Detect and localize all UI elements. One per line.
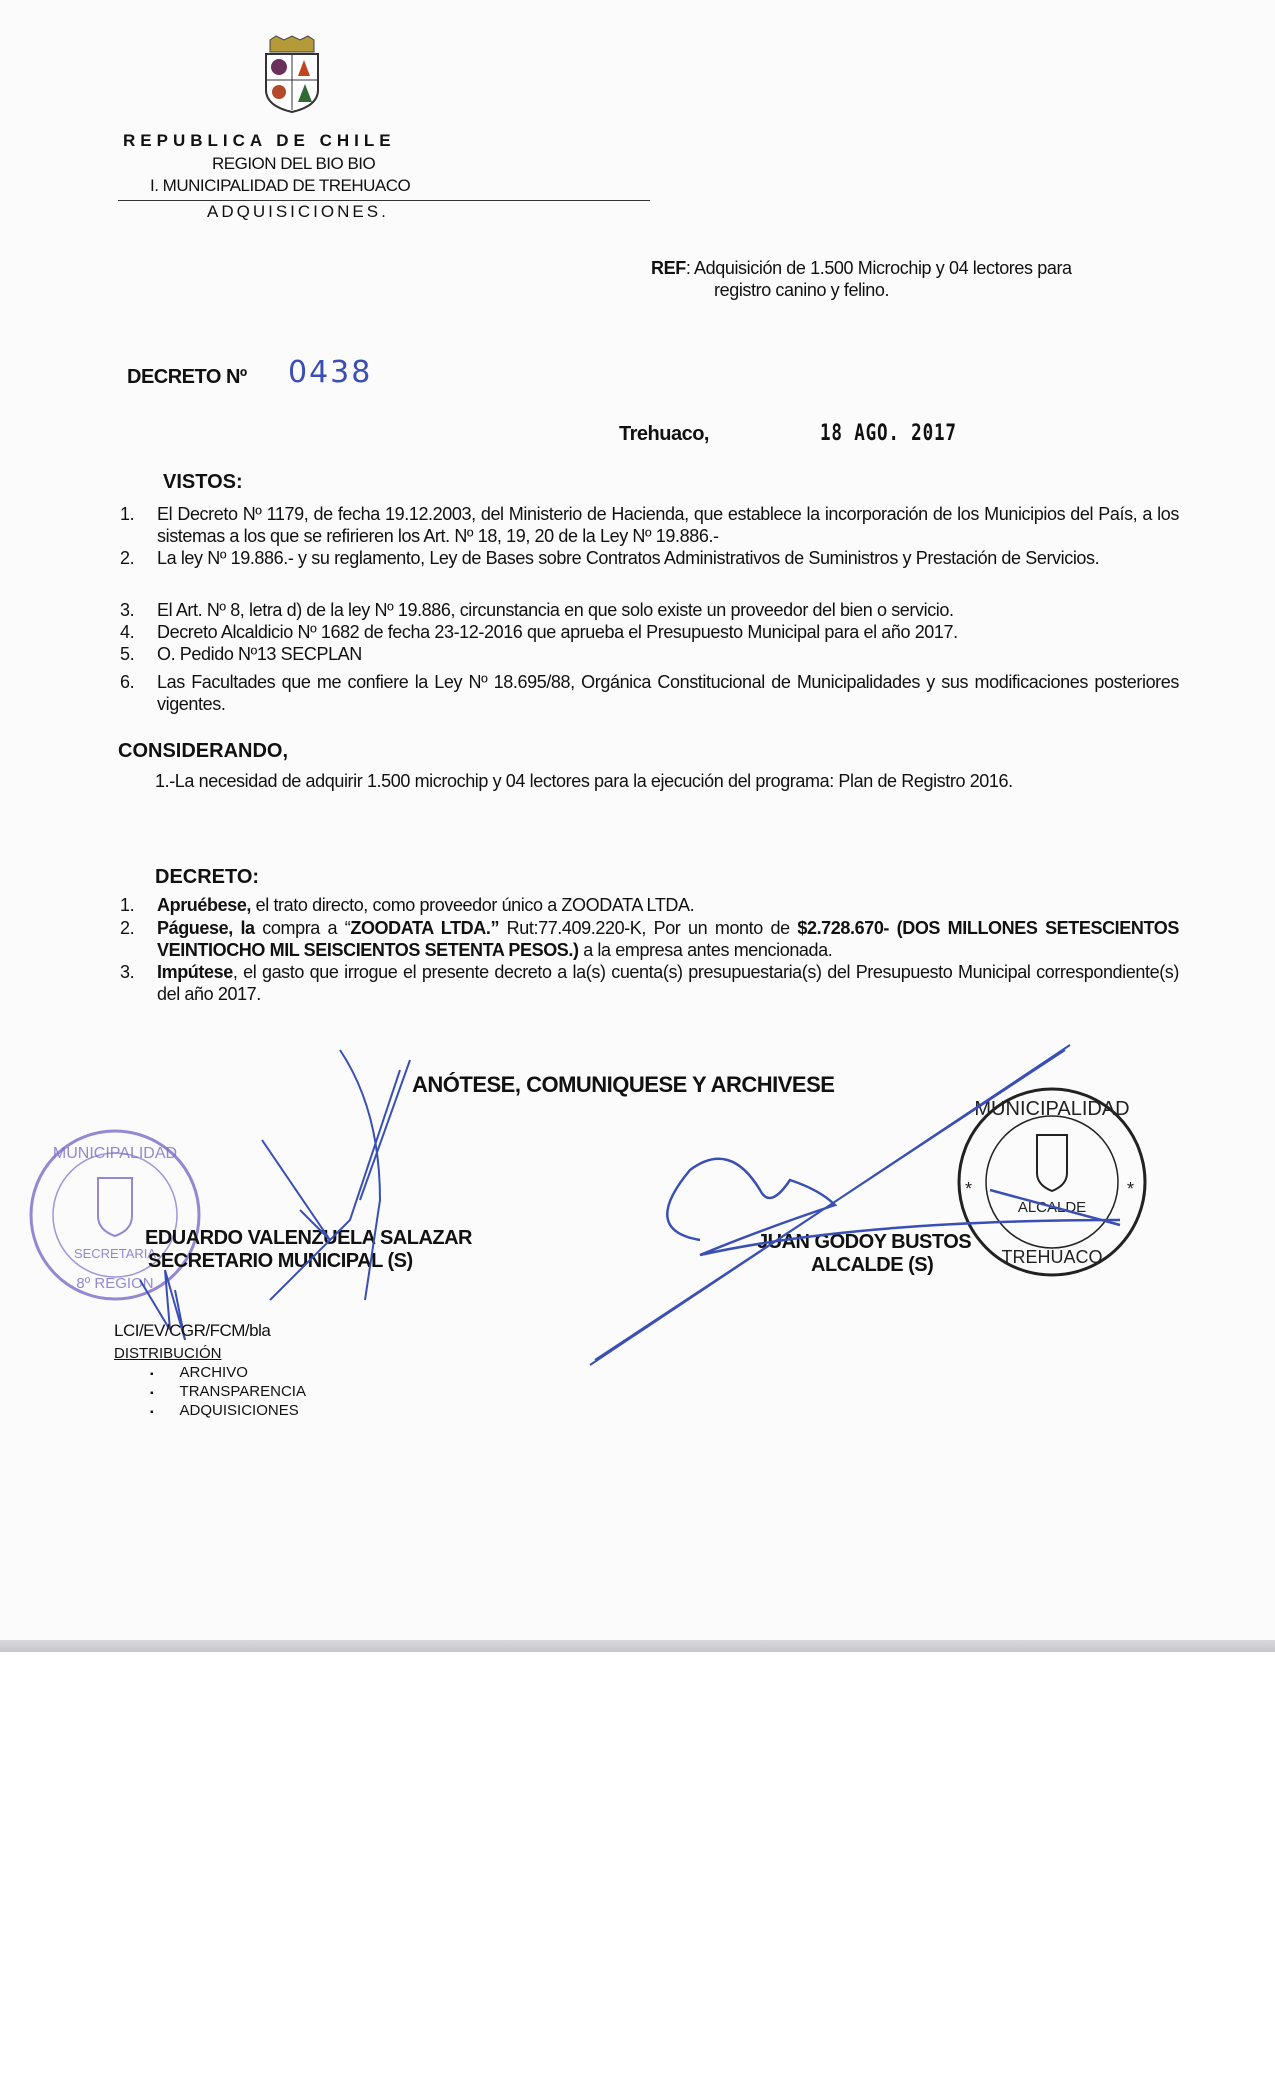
ref-label: REF: [651, 258, 686, 278]
right-signatory-name: JUAN GODOY BUSTOS: [757, 1231, 972, 1253]
svg-text:MUNICIPALIDAD: MUNICIPALIDAD: [52, 1145, 178, 1162]
decreto-item-1-verb: Apruébese,: [157, 895, 252, 915]
distribution-item: [150, 1383, 306, 1400]
header-department: ADQUISICIONES.: [207, 202, 389, 221]
decreto-item-3-verb: Impútese: [157, 962, 233, 982]
vistos-item: O. Pedido Nº13 SECPLAN: [157, 644, 362, 664]
svg-text:*: *: [965, 1179, 973, 1199]
decreto-item-3-text: , el gasto que irrogue el presente decreto a la(s) cuenta(s) presupuestaria(s) del Presupuesto Municipal correspondiente(s) del año 2017.: [157, 962, 1179, 1004]
right-signatory-title: ALCALDE (S): [811, 1254, 934, 1276]
decreto-item-2-text: a la empresa antes mencionada.: [578, 940, 833, 960]
decreto-item-2-amount: $2.728.670- (DOS MILLONES SETESCIENTOS VEINTIOCHO MIL SEISCIENTOS SETENTA PESOS.): [157, 918, 1179, 960]
scan-edge: [0, 1640, 1275, 1652]
decree-place: Trehuaco,: [619, 423, 709, 445]
decreto-item-number: 1.: [120, 895, 135, 915]
bullet-icon: ▪: [150, 1369, 154, 1380]
vistos-item: El Decreto Nº 1179, de fecha 19.12.2003, del Ministerio de Hacienda, que establece la incorporación de los Municipios del País, a los sistemas a los que se refirieren los Art. Nº 18, 19, 20 de la Ley Nº 19.886.-: [157, 504, 1179, 546]
bullet-icon: ▪: [150, 1407, 154, 1418]
header-municipality: I. MUNICIPALIDAD DE TREHUACO: [150, 176, 411, 195]
footer-initials: LCI/EV/CGR/FCM/bla: [114, 1321, 271, 1340]
svg-text:MUNICIPALIDAD: MUNICIPALIDAD: [974, 1098, 1130, 1120]
vistos-item: Las Facultades que me confiere la Ley Nº 18.695/88, Orgánica Constitucional de Municipalidades y sus modificaciones posteriores vigentes.: [157, 672, 1179, 714]
distribution-item: [150, 1402, 299, 1419]
vistos-item-number: 4.: [120, 622, 135, 642]
decreto-item-2-verb: Páguese, la: [157, 918, 255, 938]
svg-text:SECRETARIA: SECRETARIA: [73, 1246, 157, 1261]
svg-text:8º REGION: 8º REGION: [76, 1275, 154, 1292]
decreto-heading: DECRETO:: [155, 866, 260, 888]
svg-text:*: *: [1127, 1179, 1135, 1199]
decreto-item-2-text: Rut:77.409.220-K, Por un monto de: [499, 918, 798, 938]
vistos-item-number: 6.: [120, 672, 135, 692]
distribution-item: [150, 1364, 248, 1381]
ref-text: : Adquisición de 1.500 Microchip y 04 lectores para: [685, 258, 1072, 278]
considerando-heading: CONSIDERANDO,: [118, 740, 289, 762]
vistos-heading: VISTOS:: [163, 471, 243, 493]
distribution-item-label: ADQUISICIONES: [179, 1402, 299, 1419]
ref-line-2: registro canino y felino.: [714, 280, 890, 300]
vistos-item-number: 3.: [120, 600, 135, 620]
distribution-label: DISTRIBUCIÓN: [114, 1345, 222, 1362]
considerando-text: 1.-La necesidad de adquirir 1.500 microchip y 04 lectores para la ejecución del programa: Plan de Registro 2016.: [155, 771, 1013, 791]
vistos-item-number: 5.: [120, 644, 135, 664]
header-region: REGION DEL BIO BIO: [212, 154, 376, 173]
left-signatory-name: EDUARDO VALENZUELA SALAZAR: [145, 1227, 472, 1249]
decree-label: DECRETO Nº: [127, 366, 247, 388]
decreto-item-2-text: compra a “: [254, 918, 351, 938]
vistos-item-number: 2.: [120, 548, 135, 568]
vistos-item: El Art. Nº 8, letra d) de la ley Nº 19.886, circunstancia en que solo existe un proveedor del bien o servicio.: [157, 600, 954, 620]
svg-text:ALCALDE: ALCALDE: [1017, 1199, 1087, 1216]
decreto-item-2-vendor: ZOODATA LTDA.”: [350, 918, 500, 938]
bullet-icon: ▪: [150, 1388, 154, 1399]
distribution-item-label: TRANSPARENCIA: [179, 1383, 306, 1400]
vistos-item-number: 1.: [120, 504, 135, 524]
vistos-item: La ley Nº 19.886.- y su reglamento, Ley de Bases sobre Contratos Administrativos de Suministros y Prestación de Servicios.: [157, 548, 1100, 568]
svg-text:TREHUACO: TREHUACO: [1001, 1247, 1103, 1267]
decree-number-handwritten: 0438: [288, 355, 373, 390]
closing-formula: ANÓTESE, COMUNIQUESE Y ARCHIVESE: [412, 1072, 835, 1097]
distribution-item-label: ARCHIVO: [179, 1364, 248, 1381]
left-signatory-title: SECRETARIO MUNICIPAL (S): [148, 1250, 413, 1272]
decreto-item-number: 2.: [120, 918, 135, 938]
decreto-item-1-text: el trato directo, como proveedor único a ZOODATA LTDA.: [251, 895, 695, 915]
decreto-item-number: 3.: [120, 962, 135, 982]
decree-date-stamp: 18 AGO. 2017: [820, 421, 957, 446]
header-country: REPUBLICA DE CHILE: [123, 131, 396, 150]
vistos-item: Decreto Alcaldicio Nº 1682 de fecha 23-12-2016 que aprueba el Presupuesto Municipal para el año 2017.: [157, 622, 958, 642]
